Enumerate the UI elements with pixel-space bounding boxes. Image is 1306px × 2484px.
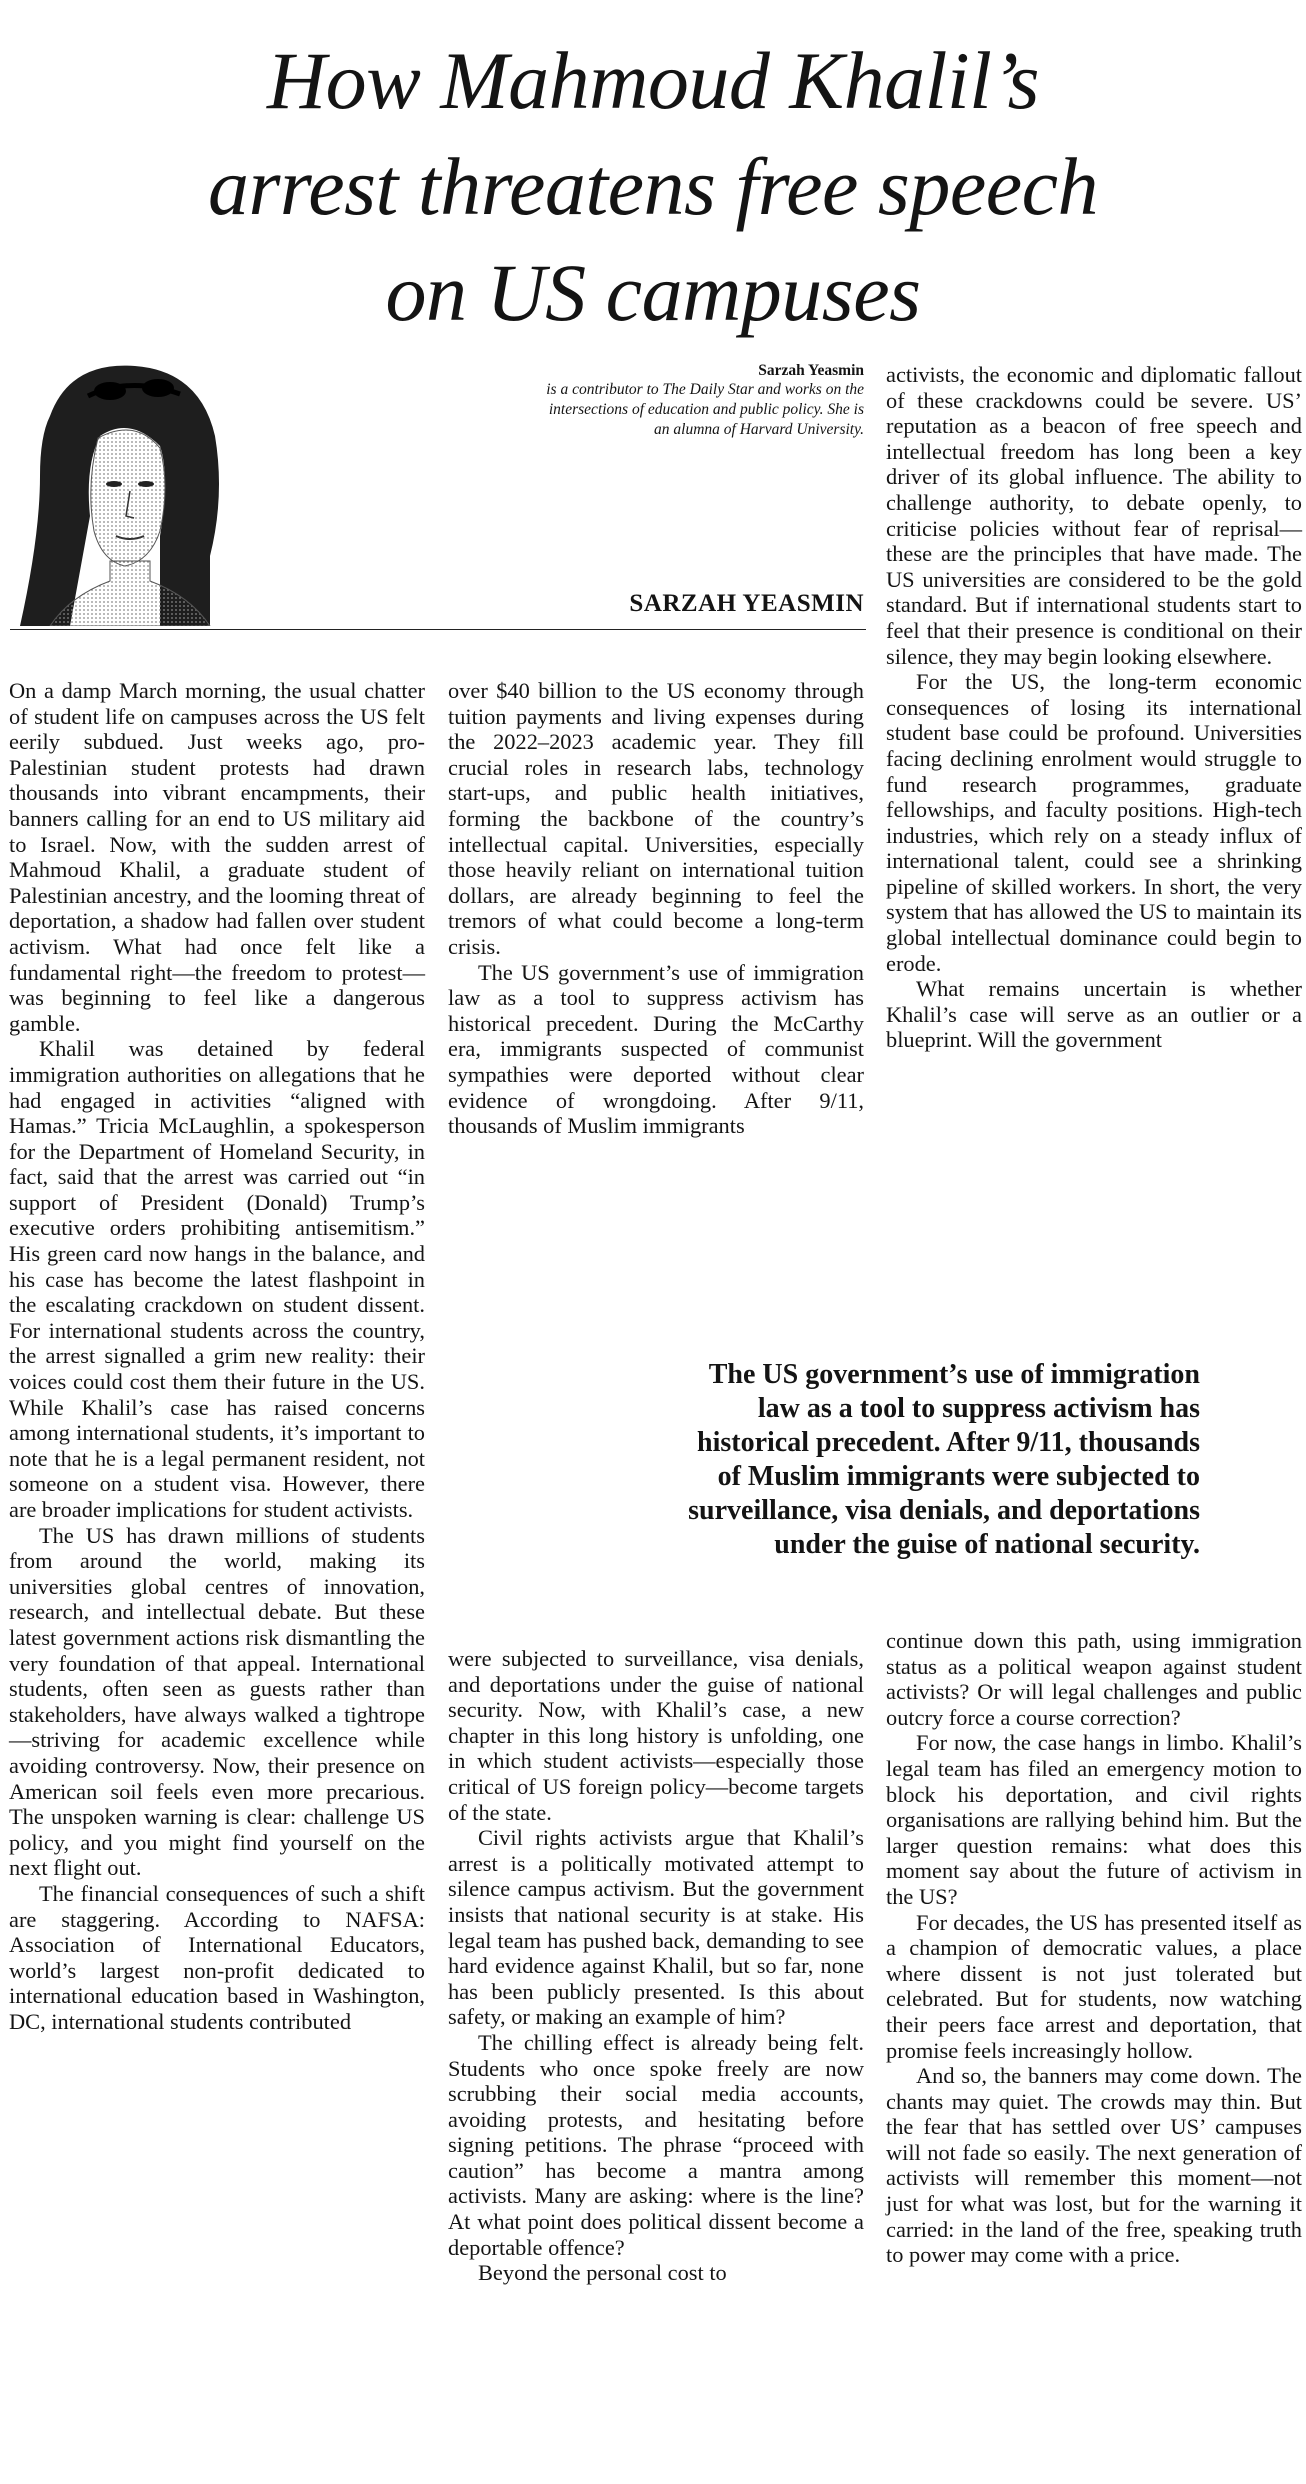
headline: [20, 28, 1286, 346]
article-paragraph: Khalil was detained by federal immigration authorities on allegations that he had engaged in activities “aligned with Hamas.” Tricia McLaughlin, a spokesperson for the Department of Homeland Security, in fact, said that the arrest was carried out “in support of President (Donald) Trump’s executive orders prohibiting antisemitism.” His green card now hangs in the balance, and his case has become the latest flashpoint in the escalating crackdown on student dissent. For international students across the country, the arrest signalled a grim new reality: their voices could cost them their future in the US. While Khalil’s case has raised concerns among international students, it’s important to note that he is a legal permanent resident, not someone on a student visa. However, there are broader implications for student activists.: [9, 1036, 425, 1522]
article-paragraph: For decades, the US has presented itself as a champion of democratic values, a place where dissent is not just tolerated but celebrated. But for students, now watching their peers face arrest and deportation, that promise feels increasingly hollow.: [886, 1909, 1302, 2063]
article-paragraph: What remains uncertain is whether Khalil’s case will serve as an outlier or a blueprint. Will the government: [886, 976, 1302, 1053]
article-column-2-bottom: [448, 1646, 864, 2286]
pull-quote-line-1: The US government’s use of immigration: [708, 1359, 1200, 1390]
article-paragraph: Beyond the personal cost to: [478, 2260, 727, 2286]
article-paragraph: For now, the case hangs in limbo. Khalil’s legal team has filed an emergency motion to block his deportation, and civil rights organisations are rallying behind him. But the larger question remains: what does this moment say about the future of activism in the US?: [886, 1730, 1302, 1909]
headline-line-2: arrest threatens free speech: [207, 141, 1099, 232]
pull-quote-line-2: law as a tool to suppress activism has: [757, 1393, 1200, 1424]
pull-quote: [520, 1358, 1200, 1562]
article-paragraph: continue down this path, using immigration status as a political weapon against student activists? Or will legal challenges and public outcry force a course correction?: [886, 1628, 1302, 1730]
article-paragraph: activists, the economic and diplomatic fallout of these crackdowns could be severe. US’ reputation as a beacon of free speech and intellectual freedom has long been a key driver of its global influence. The ability to challenge authority, to debate openly, to criticise policies without fear of reprisal—these are the principles that have made. The US universities are considered to be the gold standard. But if international students start to feel that their presence is conditional on their silence, they may begin looking elsewhere.: [886, 362, 1302, 669]
article-paragraph: over $40 billion to the US economy through tuition payments and living expenses during the 2022–2023 academic year. They fill crucial roles in research labs, technology start-ups, and public health initiatives, forming the backbone of the country’s intellectual capital. Universities, especially those heavily reliant on international tuition dollars, are already beginning to feel the tremors of what could become a long-term crisis.: [448, 678, 864, 959]
author-name: Sarzah Yeasmin: [758, 362, 864, 379]
headline-line-1: How Mahmoud Khalil’s: [266, 35, 1040, 126]
article-column-2-top: [448, 678, 864, 1139]
article-paragraph: The US has drawn millions of students from around the world, making its universities global centres of innovation, research, and intellectual debate. But these latest government actions risk dismantling the very foundation of that appeal. International students, often seen as guests rather than stakeholders, have always walked a tightrope—striving for academic excellence while avoiding controversy. Now, their presence on American soil feels even more precarious. The unspoken warning is clear: challenge US policy, and you might find yourself on the next flight out.: [9, 1522, 425, 1881]
article-paragraph: And so, the banners may come down. The chants may quiet. The crowds may thin. But the fear that has settled over US’ campuses will not fade so easily. The next generation of activists will remember this moment—not just for what was lost, but for the warning it carried: in the land of the free, speaking truth to power may come with a price.: [886, 2063, 1302, 2268]
article-paragraph: For the US, the long-term economic consequences of losing its international student base could be profound. Universities facing declining enrolment would struggle to fund research programmes, graduate fellowships, and faculty positions. High-tech industries, which rely on a steady influx of international talent, could see a shrinking pipeline of skilled workers. In short, the very system that has allowed the US to maintain its global intellectual dominance could begin to erode.: [886, 669, 1302, 976]
article-column-3-top: [886, 362, 1302, 1053]
pull-quote-line-4: of Muslim immigrants were subjected to: [717, 1461, 1200, 1492]
pull-quote-line-6: under the guise of national security.: [774, 1529, 1200, 1560]
article-paragraph: The US government’s use of immigration law as a tool to suppress activism has historical precedent. During the McCarthy era, immigrants suspected of communist sympathies were deported without clear evidence of wrongdoing. After 9/11, thousands of Muslim immigrants: [448, 959, 864, 1139]
author-bio-line-1: is a contributor to The Daily Star and works on the: [546, 381, 864, 398]
article-paragraph: The chilling effect is already being felt. Students who once spoke freely are now scrubbing their social media accounts, avoiding protests, and hesitating before signing petitions. The phrase “proceed with caution” has become a mantra among activists. Many are asking: where is the line? At what point does political dissent become a deportable offence?: [448, 2029, 864, 2260]
author-bio: [380, 380, 864, 440]
author-bio-line-3: an alumna of Harvard University.: [654, 421, 864, 438]
author-name-caps: SARZAH YEASMIN: [629, 590, 864, 617]
pull-quote-line-5: surveillance, visa denials, and deportations: [688, 1495, 1200, 1526]
article-paragraph: Civil rights activists argue that Khalil’s arrest is a politically motivated attempt to silence campus activism. But the government insists that national security is at stake. His legal team has pushed back, demanding to see hard evidence against Khalil, but so far, none has been publicly presented. Is this about safety, or making an example of him?: [448, 1825, 864, 2030]
author-divider: [10, 629, 866, 630]
author-bio-line-2: intersections of education and public policy. She is: [548, 401, 864, 418]
author-portrait-icon: [10, 356, 242, 626]
article-column-3-bottom: [886, 1628, 1302, 2268]
article-paragraph: The financial consequences of such a shift are staggering. According to NAFSA: Association of International Educators, world’s largest non-profit dedicated to international education based in Washington, DC, international students contributed: [9, 1880, 425, 2034]
article-column-1: [9, 678, 425, 2034]
pull-quote-line-3: historical precedent. After 9/11, thousands: [697, 1427, 1200, 1458]
headline-line-3: on US campuses: [385, 247, 921, 338]
article-paragraph: were subjected to surveillance, visa denials, and deportations under the guise of national security. Now, with Khalil’s case, a new chapter in this long history is unfolding, one in which student activists—especially those critical of US foreign policy—become targets of the state.: [448, 1646, 864, 1825]
article-paragraph: On a damp March morning, the usual chatter of student life on campuses across the US felt eerily subdued. Just weeks ago, pro-Palestinian student protests had drawn thousands into vibrant encampments, their banners calling for an end to US military aid to Israel. Now, with the sudden arrest of Mahmoud Khalil, a graduate student of Palestinian ancestry, and the looming threat of deportation, a shadow had fallen over student activism. What had once felt like a fundamental right—the freedom to protest—was beginning to feel like a dangerous gamble.: [9, 678, 425, 1036]
